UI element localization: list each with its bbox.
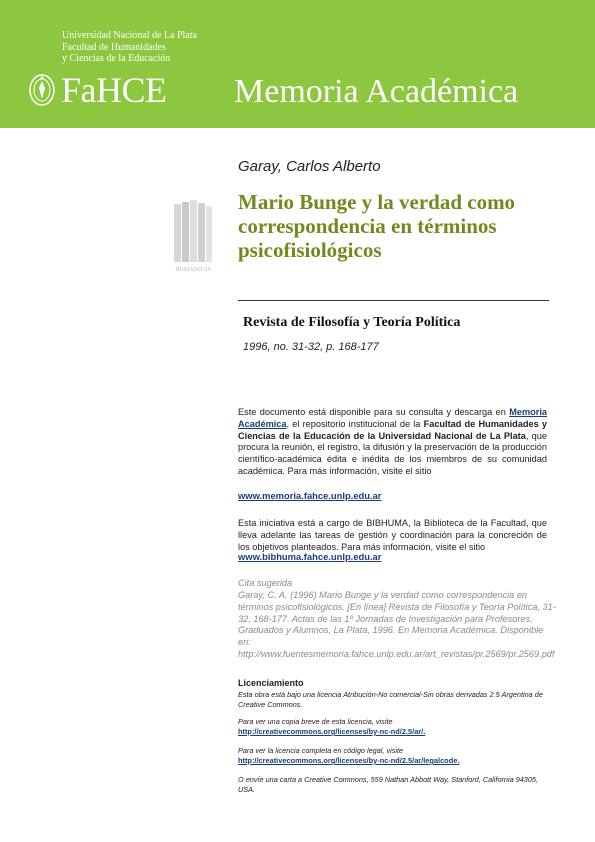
license-short-link[interactable]: http://creativecommons.org/licenses/by-nc-nd/2.5/ar/. bbox=[238, 727, 426, 736]
bibhuma-site-link[interactable]: www.bibhuma.fahce.unlp.edu.ar bbox=[238, 551, 382, 562]
university-name: Universidad Nacional de La Plata bbox=[62, 30, 197, 41]
repository-info-paragraph: Este documento está disponible para su consulta y descarga en Memoria Académica, el repositorio institucional de la Facultad de Humanidades y Ciencias de la Educación de la Universidad Nacional de La Plata, que procura la reunión, el registro, la difusión y la preservación de la producción científico-académica édita e inédita de los miembros de su comunidad académica. Para más información, visite el sitio bbox=[238, 407, 547, 476]
bibhuma-info-paragraph: Esta iniciativa está a cargo de BIBHUMA, la Biblioteca de la Facultad, que lleva adelante las tareas de gestión y coordinación para la concreción de los objetivos planteados. Para más información, visite el sitio bbox=[238, 518, 547, 552]
faculty-name-line1: Facultad de Humanidades bbox=[62, 42, 166, 53]
license-legal-code-link[interactable]: http://creativecommons.org/licenses/by-nc-nd/2.5/ar/legalcode. bbox=[238, 756, 460, 765]
memoria-academica-link[interactable]: Memoria Académica bbox=[238, 407, 547, 429]
article-title: Mario Bunge y la verdad como correspondencia en términos psicofisiológicos bbox=[238, 190, 516, 262]
university-seal-icon bbox=[28, 72, 56, 108]
license-text: Esta obra está bajo una licencia Atribución-No comercial-Sin obras derivadas 2.5 Argentina de Creative Commons. bbox=[238, 690, 543, 709]
suggested-citation-heading: Cita sugerida bbox=[238, 578, 293, 588]
license-heading: Licenciamiento bbox=[238, 678, 304, 688]
faculty-bold-name: Facultad de Humanidades y Ciencias de la Educación de la Universidad Nacional de La Plata bbox=[238, 418, 547, 441]
books-logo-icon bbox=[168, 198, 218, 274]
repository-title: Memoria Académica bbox=[234, 73, 519, 110]
license-mail-text: O envíe una carta a Creative Commons, 559 Nathan Abbott Way, Stanford, California 94305, USA. bbox=[238, 775, 539, 794]
license-short-copy-text: Para ver una copia breve de esta licencia, visite bbox=[238, 717, 393, 726]
citation-details: 1996, no. 31-32, p. 168-177 bbox=[243, 341, 379, 353]
faculty-name-line2: y Ciencias de la Educación bbox=[62, 53, 171, 64]
license-legal-code-text: Para ver la licencia completa en código legal, visite bbox=[238, 746, 404, 755]
memoria-site-link[interactable]: www.memoria.fahce.unlp.edu.ar bbox=[238, 490, 382, 501]
article-author: Garay, Carlos Alberto bbox=[238, 158, 381, 175]
fahce-logo: FaHCE bbox=[61, 70, 167, 110]
journal-name: Revista de Filosofía y Teoría Política bbox=[243, 315, 461, 330]
title-divider bbox=[238, 300, 549, 301]
suggested-citation-text: Garay, C. A. (1996) Mario Bunge y la verdad como correspondencia en términos psicofisiológicos. [En línea] Revista de Filosofía y Teoría Política, 31-32, 168-177. Actas de las 1º Jornadas de Investigación para Profesores, Graduados y Alumnos, La Plata, 1996. En Memoria Académica. Disponible en: http://www.fuentesmemoria.fahce.unlp.edu.ar/art_revistas/pr.2569/pr.2569.pdf bbox=[238, 590, 556, 659]
books-logo-label: HUMANITAS bbox=[175, 267, 211, 273]
